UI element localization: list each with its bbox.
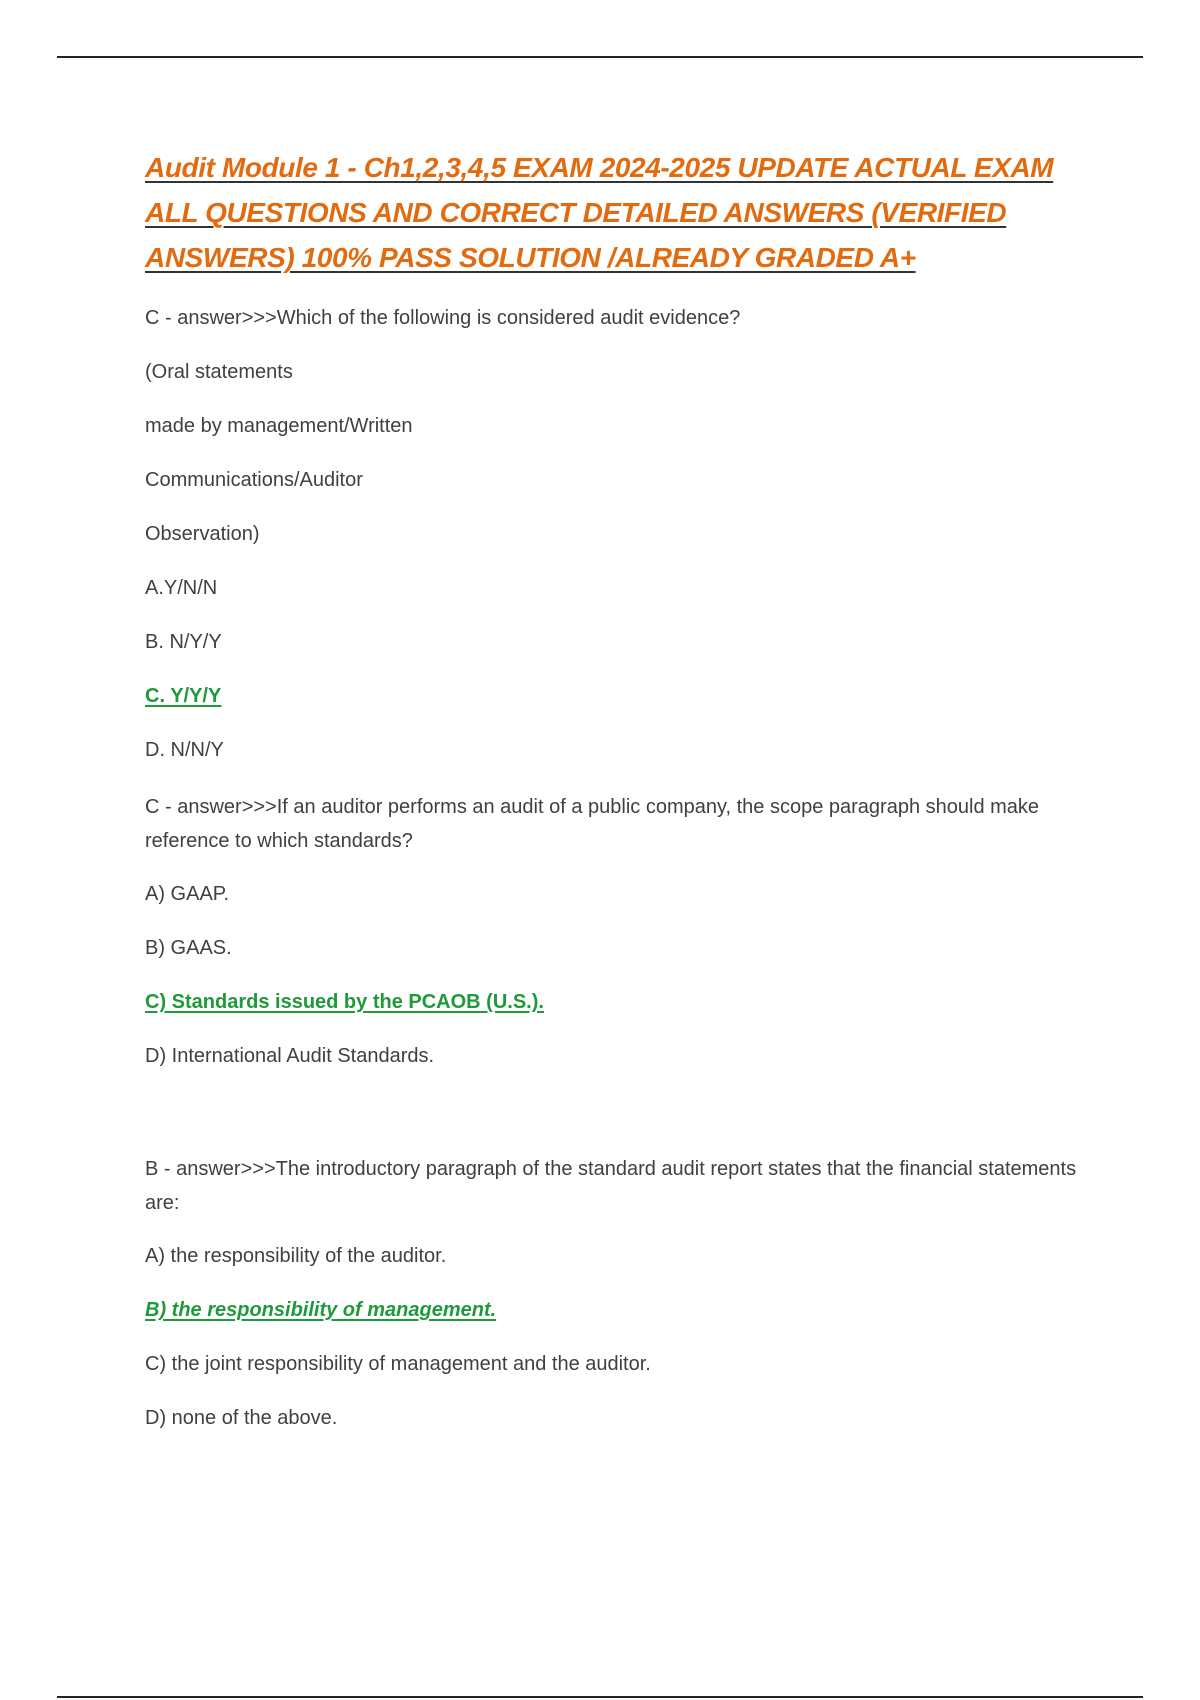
answer-option: D) none of the above. xyxy=(145,1407,338,1429)
question-context-line: (Oral statements xyxy=(145,361,293,383)
question-context-line: Observation) xyxy=(145,523,260,545)
correct-answer-option: C) Standards issued by the PCAOB (U.S.). xyxy=(145,991,544,1013)
document-title: Audit Module 1 - Ch1,2,3,4,5 EXAM 2024-2025 UPDATE ACTUAL EXAM ALL QUESTIONS AND CORRECT DETAILED ANSWERS (VERIFIED ANSWERS) 100% PASS SOLUTION /ALREADY GRADED A+ xyxy=(145,152,1054,273)
question-1 xyxy=(145,304,1105,764)
question-stem: C - answer>>>If an auditor performs an audit of a public company, the scope paragraph should make reference to which standards? xyxy=(145,796,1040,852)
header-rule xyxy=(57,56,1143,58)
question-3 xyxy=(145,1152,1105,1432)
question-context-line: made by management/Written xyxy=(145,415,413,437)
answer-option: D. N/N/Y xyxy=(145,739,224,761)
question-context-line: Communications/Auditor xyxy=(145,469,363,491)
answer-option: D) International Audit Standards. xyxy=(145,1045,435,1067)
answer-option: B) GAAS. xyxy=(145,937,232,959)
correct-answer-option: C. Y/Y/Y xyxy=(145,685,222,707)
answer-option: B. N/Y/Y xyxy=(145,631,222,653)
document-body xyxy=(145,145,1105,1458)
footer-rule xyxy=(57,1696,1143,1698)
question-stem: B - answer>>>The introductory paragraph of the standard audit report states that the financial statements are: xyxy=(145,1158,1077,1214)
answer-option: A) GAAP. xyxy=(145,883,230,905)
correct-answer-option: B) the responsibility of management. xyxy=(145,1299,497,1321)
answer-option: A.Y/N/N xyxy=(145,577,218,599)
question-2 xyxy=(145,790,1105,1070)
paragraph-gap xyxy=(145,1096,1105,1152)
answer-option: C) the joint responsibility of management and the auditor. xyxy=(145,1353,651,1375)
answer-option: A) the responsibility of the auditor. xyxy=(145,1245,447,1267)
question-stem: C - answer>>>Which of the following is considered audit evidence? xyxy=(145,307,741,329)
